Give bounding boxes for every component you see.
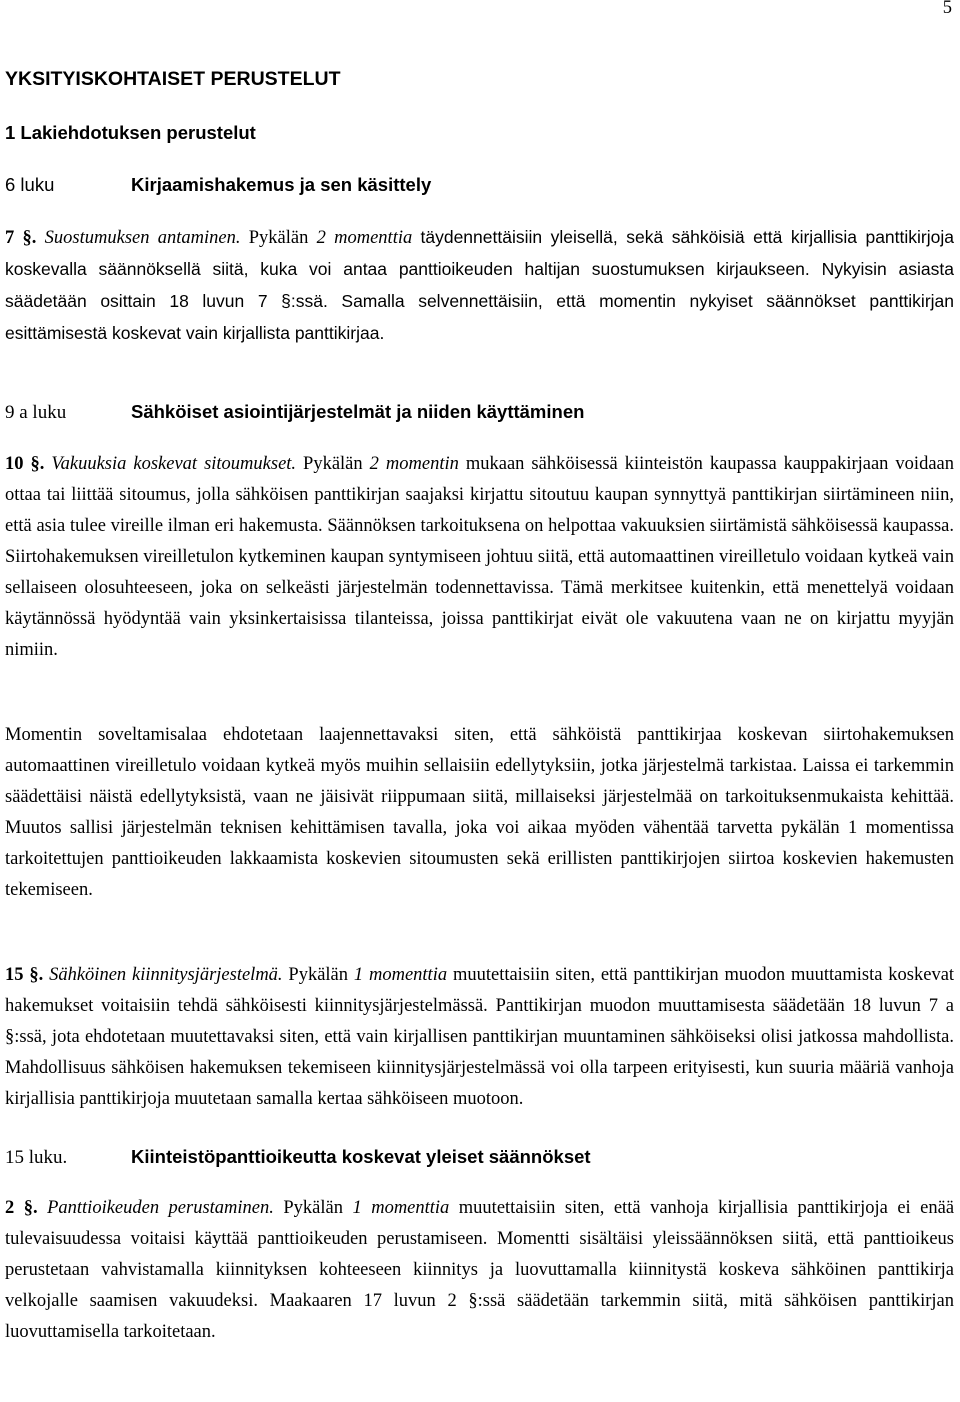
- section-number: 15 §.: [5, 965, 44, 985]
- section-10-paragraph: [5, 449, 954, 666]
- text: Pykälän: [288, 965, 349, 985]
- section-title: Vakuuksia koskevat sitoumukset.: [51, 454, 297, 474]
- section-7-paragraph: [5, 222, 954, 350]
- moment-ref: 2 momentin: [369, 454, 459, 474]
- text: täydennettäisiin yleisellä, sekä sähköisiä että kirjallisia panttikirjoja koskevalla säännöksellä siitä, kuka voi antaa panttioikeuden haltijan suostumuksen kirjaukseen. Nykyisin asiasta säädetään osittain 18 luvun 7 §:ssä. Samalla selvennettäisiin, että momentin nykyiset säännökset panttikirjan esittämisestä koskevat vain kirjallista panttikirjaa.: [5, 227, 954, 343]
- chapter-number: 15 luku.: [5, 1147, 68, 1168]
- section-title: Sähköinen kiinnitysjärjestelmä.: [49, 965, 283, 985]
- section-10-paragraph-2: Momentin soveltamisalaa ehdotetaan laajennettavaksi siten, että sähköistä panttikirjaa koskevan siirtohakemuksen automaattinen vireilletulo voidaan kytkeä myös muihin sellaisiin edellytyksiin, jotka järjestelmä tarkistaa. Laissa ei tarkemmin säädettäisi näistä edellytyksistä, vaan ne jäisivät riippumaan siitä, millaiseksi järjestelmää on tarkoituksenmukaista kehittää. Muutos sallisi järjestelmän teknisen kehittämisen tavalla, joka voi aikaa myöden vähentää tarvetta pykälän 1 momentissa tarkoitettujen panttioikeuden lakkaamista koskevien sitoumusten sekä erillisten panttikirjojen siirtoa koskevien hakemusten tekemiseen.: [5, 725, 954, 900]
- moment-ref: 1 momenttia: [353, 965, 448, 985]
- text: Pykälän: [283, 1198, 343, 1218]
- chapter-title: Kiinteistöpanttioikeutta koskevat yleiset säännökset: [131, 1146, 591, 1167]
- text: Pykälän: [303, 454, 363, 474]
- main-heading: YKSITYISKOHTAISET PERUSTELUT: [5, 68, 341, 90]
- chapter-15-heading: [5, 1141, 954, 1173]
- text: muutettaisiin siten, että panttikirjan muodon muuttamista koskevat hakemukset voitaisiin tehdä sähköisesti kiinnitysjärjestelmässä. Panttikirjan muodon muuttamisesta säädetään 18 luvun 7 a §:ssä, jota ehdotetaan muutettavaksi siten, että vain kirjallisen panttikirjan muuntaminen sähköiseksi olisi jatkossa mahdollista. Mahdollisuus sähköisen hakemuksen tekemiseen kiinnitysjärjestelmässä voi olla tarpeen erityisesti, kun suuria määriä vanhoja kirjallisia panttikirjoja muutetaan samalla kertaa sähköiseen muotoon.: [5, 965, 955, 1109]
- text: muutettaisiin siten, että vanhoja kirjallisia panttikirjoja ei enää tulevaisuudessa voitaisi käyttää panttioikeuden perustamiseen. Momentti sisältäisi yleissäännöksen siitä, että panttioikeus perustetaan vahvistamalla kiinnityksen kohteeseen kiinnitys ja luovuttamalla kiinnitystä koskeva sähköinen panttikirja velkojalle saamisen vakuudeksi. Maakaaren 17 luvun 2 §:ssä säädetään tarkemmin siitä, mitä sähköisen panttikirjan luovuttamisella tarkoitetaan.: [5, 1198, 955, 1342]
- chapter-number: 6 luku: [5, 174, 55, 195]
- section-title: Panttioikeuden perustaminen.: [47, 1198, 274, 1218]
- moment-ref: 1 momenttia: [352, 1198, 450, 1218]
- section-15-paragraph: [5, 960, 954, 1115]
- moment-ref: 2 momenttia: [316, 228, 413, 248]
- chapter-6-heading: [5, 169, 954, 200]
- section-number: 10 §.: [5, 454, 45, 474]
- sub-heading: 1 Lakiehdotuksen perustelut: [5, 122, 256, 143]
- section-2-paragraph: [5, 1193, 954, 1348]
- section-number: 2 §.: [5, 1198, 38, 1218]
- section-title: Suostumuksen antaminen.: [44, 228, 241, 248]
- text: Pykälän: [248, 228, 309, 248]
- chapter-9a-heading: [5, 396, 954, 428]
- chapter-number: 9 a luku: [5, 402, 67, 423]
- section-number: 7 §.: [5, 228, 37, 248]
- chapter-title: Sähköiset asiointijärjestelmät ja niiden käyttäminen: [131, 401, 585, 422]
- chapter-title: Kirjaamishakemus ja sen käsittely: [131, 174, 432, 195]
- text: mukaan sähköisessä kiinteistön kaupassa kauppakirjaan voidaan ottaa tai liittää sitoumus, jolla sähköisen panttikirjan saajaksi kirjattu sitoutuu kaupan synnyttyä panttikirjan siirtämineen niin, että asia tulee vireille ilman eri hakemusta. Säännöksen tarkoituksena on helpottaa vakuuksien siirtämistä sähköisessä kaupassa. Siirtohakemuksen vireilletulon kytkeminen kaupan syntymiseen johtuu siitä, että automaattinen vireilletulo voidaan kytkeä vain sellaiseen olosuhteeseen, joka on selkeästi järjestelmän todennettavissa. Tämä merkitsee kuitenkin, että menettelyä voidaan käytännössä hyödyntää vain yksinkertaisissa tilanteissa, joissa panttikirjat eivät ole vakuutena vaan ne on kirjattu myyjän nimiin.: [5, 454, 954, 660]
- page-number: 5: [942, 0, 952, 18]
